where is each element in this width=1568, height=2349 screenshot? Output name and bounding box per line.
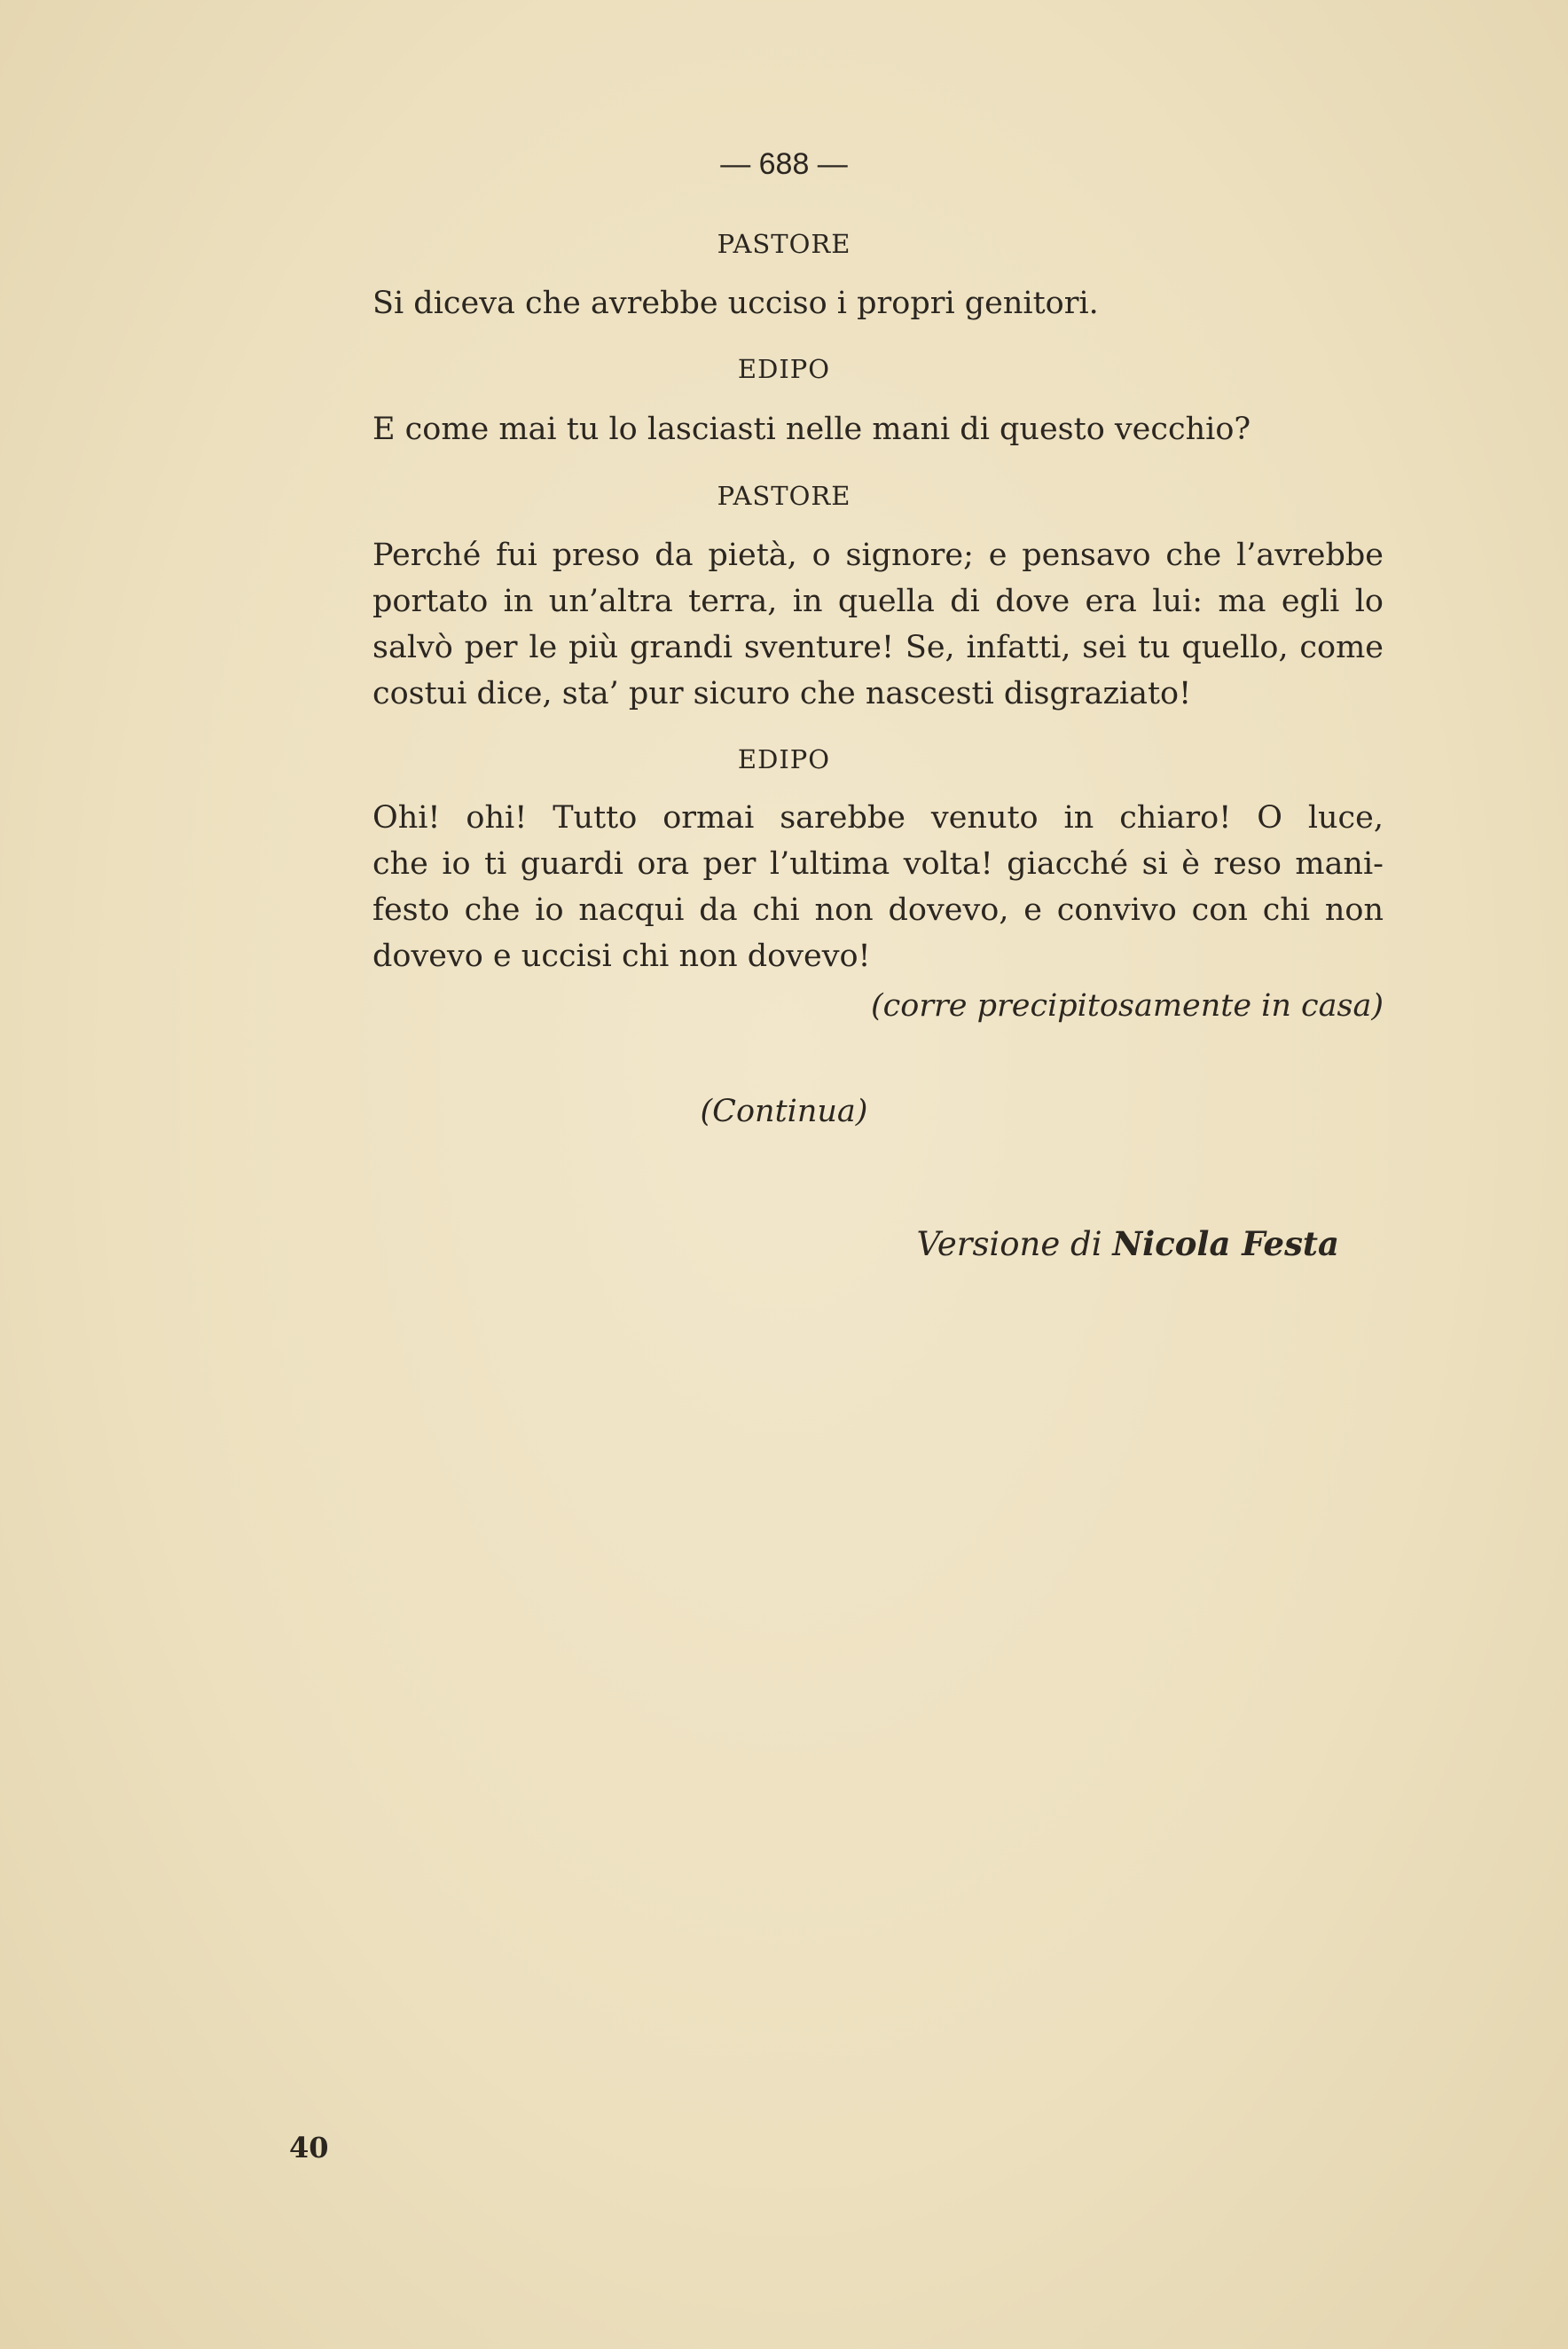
credit-prefix: Versione di [916, 1225, 1102, 1263]
speaker-label: EDIPO [737, 354, 831, 384]
translator-credit [917, 1224, 1339, 1263]
folio-number: 40 [289, 2131, 329, 2164]
dialogue-line: Ohi! ohi! Tutto ormai sarebbe venuto in chiaro! O luce, [372, 800, 1384, 836]
dialogue-line: E come mai tu lo lasciasti nelle mani di questo vecchio? [372, 412, 1251, 447]
translator-name: Nicola Festa [1112, 1224, 1339, 1263]
stage-direction: (corre precipitosamente in casa) [871, 988, 1384, 1024]
dialogue-line: portato in un’altra terra, in quella di dove era lui: ma egli lo [372, 584, 1384, 619]
continuation-note: (Continua) [700, 1094, 868, 1129]
dialogue-line: costui dice, sta’ pur sicuro che nascesti disgraziato! [372, 676, 1192, 711]
speaker-label: PASTORE [717, 229, 851, 259]
dialogue-line: Perché fui preso da pietà, o signore; e pensavo che l’avrebbe [372, 538, 1384, 573]
speaker-label: PASTORE [717, 481, 851, 511]
dialogue-line: salvò per le più grandi sventure! Se, infatti, sei tu quello, come [372, 630, 1384, 665]
dialogue-line: dovevo e uccisi chi non dovevo! [372, 939, 871, 974]
page-number: — 688 — [720, 147, 848, 181]
speaker-label: EDIPO [737, 744, 831, 774]
dialogue-line: Si diceva che avrebbe ucciso i propri genitori. [372, 286, 1099, 321]
dialogue-line: festo che io nacqui da chi non dovevo, e convivo con chi non [372, 892, 1384, 928]
dialogue-line: che io ti guardi ora per l’ultima volta! giacché si è reso mani- [372, 846, 1384, 882]
